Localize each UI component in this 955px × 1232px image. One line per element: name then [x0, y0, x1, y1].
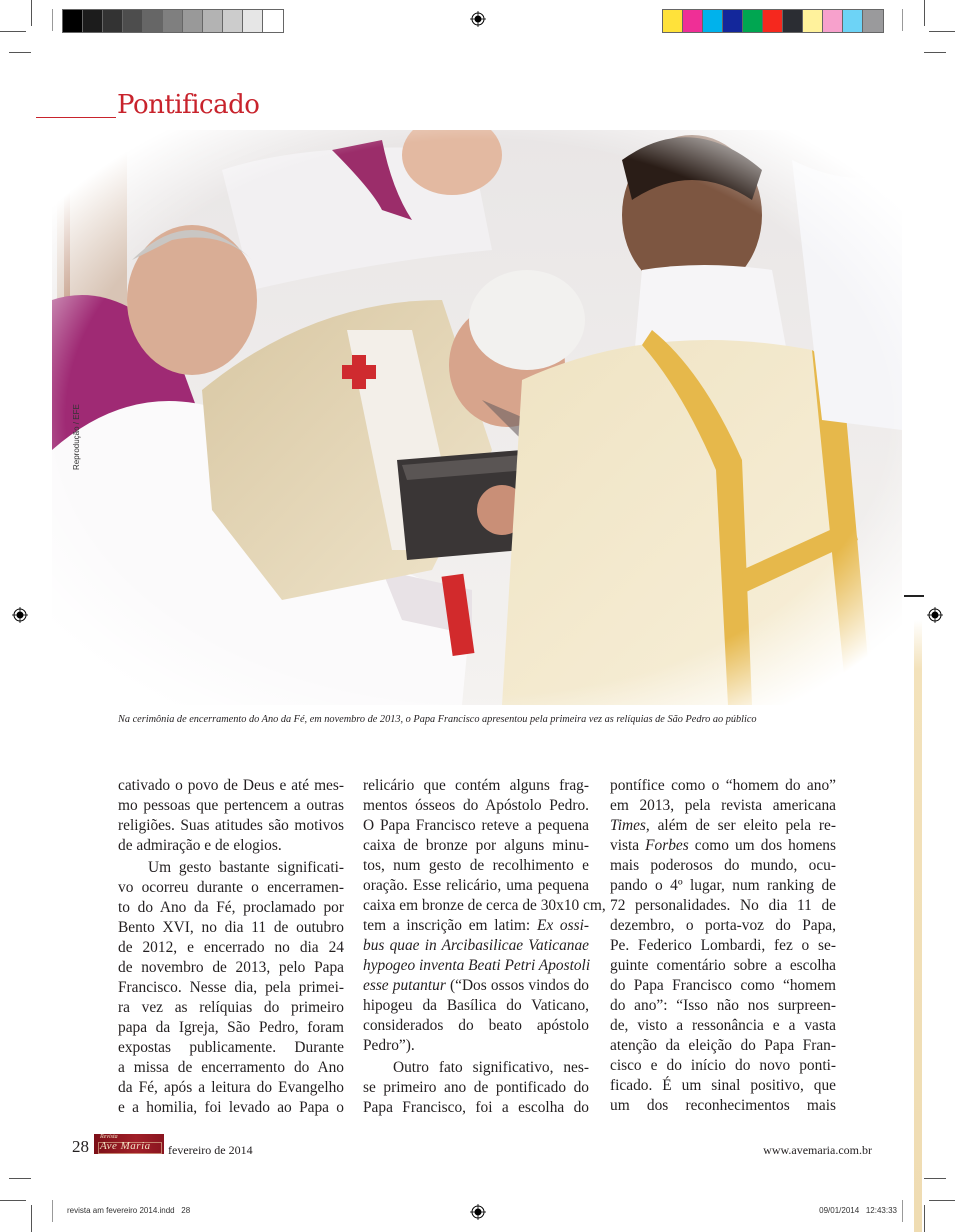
registration-mark-icon [927, 607, 943, 623]
text-line: Um gesto bastante significati- [148, 859, 344, 876]
text-line: to do Ano da Fé, proclamado por [118, 899, 344, 916]
color-swatch-bar [662, 9, 884, 33]
text-line: Bento XVI, no dia 11 de outubro [118, 919, 344, 936]
section-rule [36, 117, 116, 118]
text-line [363, 956, 589, 976]
text-line: oração. Esse relicário, uma pequena [363, 877, 589, 894]
color-swatch [263, 10, 283, 32]
text-line: de novembro de 2013, pelo Papa [118, 959, 344, 976]
article-column-3 [610, 776, 836, 1116]
text-line: hipogeu da Basílica do Vaticano, [363, 997, 589, 1014]
photo-credit: Reprodução / EFE [72, 404, 81, 470]
italic-text: Forbes [645, 837, 689, 854]
color-swatch [203, 10, 223, 32]
text-line: guinte comentário sobre a escolha [610, 957, 836, 974]
text-line: caixa em bronze de cerca de 30x10 cm, [363, 897, 606, 914]
text-line: Francisco. Nesse dia, pela primei- [118, 979, 344, 996]
logo-magazine-name: Ave Maria [100, 1140, 151, 1152]
text-line [363, 936, 589, 956]
text-line: vo ocorreu durante o encerramen- [118, 879, 344, 896]
text-line: e a homilia, foi levado ao Papa o [118, 1099, 344, 1116]
text-line: do ano”: “Isso não nos surpreen- [610, 997, 836, 1014]
italic-text: Times [610, 817, 646, 834]
bleed-strip [914, 620, 922, 1232]
italic-text: bus quae in Arcibasilicae Vaticanae [363, 937, 589, 954]
registration-mark-icon [470, 1204, 486, 1220]
italic-text: hypogeo inventa Beati Petri Apostoli [363, 957, 591, 974]
text-line: a missa de encerramento do Ano [118, 1059, 344, 1076]
color-swatch [83, 10, 103, 32]
crop-mark [902, 9, 903, 31]
text-line: esse putantur (“Dos ossos vindos do [363, 977, 589, 994]
slug-filename: revista am fevereiro 2014.indd 28 [67, 1206, 191, 1215]
crop-mark [924, 52, 946, 53]
crop-mark [929, 31, 955, 32]
text-line: Pedro”). [363, 1037, 415, 1054]
color-swatch [863, 10, 883, 32]
photo-illustration [52, 130, 902, 705]
crop-mark [0, 31, 26, 32]
magazine-logo [94, 1134, 164, 1154]
color-swatch [123, 10, 143, 32]
crop-mark [9, 52, 31, 53]
text-line: pontífice como o “homem do ano” [610, 777, 836, 794]
color-swatch [763, 10, 783, 32]
color-swatch [63, 10, 83, 32]
text-line: pando o 4º lugar, num ranking de [610, 877, 836, 894]
text-line: O Papa Francisco reteve a pequena [363, 817, 589, 834]
text-line: religiões. Suas atitudes são motivos [118, 817, 344, 834]
registration-mark-icon [470, 11, 486, 27]
crop-mark [52, 9, 53, 31]
color-swatch [143, 10, 163, 32]
color-swatch [823, 10, 843, 32]
text-line: papa da Igreja, São Pedro, foram [118, 1019, 344, 1036]
text-line: cativado o povo de Deus e até mes- [118, 777, 344, 794]
color-swatch [183, 10, 203, 32]
text-line: em 2013, pela revista americana [610, 797, 836, 814]
text-line: Pe. Federico Lombardi, fez o se- [610, 937, 836, 954]
text-line: ra vez as relíquias do primeiro [118, 999, 344, 1016]
text-line: da Fé, após a leitura do Evangelho [118, 1079, 344, 1096]
text-line: tem a inscrição em latim: Ex ossi- [363, 917, 589, 934]
color-swatch [683, 10, 703, 32]
text-line: se primeiro ano de pontificado do [363, 1079, 589, 1096]
color-swatch [663, 10, 683, 32]
crop-mark [31, 0, 32, 26]
crop-mark [904, 595, 924, 597]
slug-timestamp: 09/01/2014 12:43:33 [819, 1206, 897, 1215]
color-swatch [163, 10, 183, 32]
issue-date: fevereiro de 2014 [168, 1143, 253, 1157]
italic-text: esse putantur [363, 977, 446, 994]
logo-small-text: Revista [100, 1134, 118, 1140]
crop-mark [924, 0, 925, 26]
text-line: atenção da eleição do Papa Fran- [610, 1037, 836, 1054]
color-swatch [783, 10, 803, 32]
text-line: ficado. É um sinal positivo, que [610, 1077, 836, 1094]
text-line: de, visto a ressonância e a vasta [610, 1017, 836, 1034]
text-line: de admiração e de elogios. [118, 837, 282, 854]
page-number: 28 [72, 1137, 89, 1156]
text-line: dezembro, o porta-voz do Papa, [610, 917, 836, 934]
crop-mark [924, 1178, 946, 1179]
text-line: Papa Francisco, foi a escolha do [363, 1099, 589, 1116]
text-line: mo pessoas que pertencem a outras [118, 797, 344, 814]
color-swatch [843, 10, 863, 32]
color-swatch [723, 10, 743, 32]
text-line: de 2012, e encerrado no dia 24 [118, 939, 344, 956]
text-line: cisco e do início do novo ponti- [610, 1057, 836, 1074]
text-line: do Papa Francisco como “homem [610, 977, 836, 994]
color-swatch [243, 10, 263, 32]
crop-mark [924, 1205, 925, 1232]
photo-caption: Na cerimônia de encerramento do Ano da Fé, em novembro de 2013, o Papa Francisco apresentou pela primeira vez as relíquias de São Pedro ao público [118, 714, 757, 725]
color-swatch [103, 10, 123, 32]
color-swatch [743, 10, 763, 32]
italic-text: Ex ossi- [536, 917, 589, 934]
article-column-1 [118, 776, 344, 1118]
text-line: mentos ósseos do Apóstolo Pedro. [363, 797, 589, 814]
text-line: caixa de bronze por alguns minu- [363, 837, 589, 854]
crop-mark [902, 1200, 903, 1222]
registration-mark-icon [12, 607, 28, 623]
crop-mark [31, 1205, 32, 1232]
article-photo [52, 130, 902, 705]
crop-mark [0, 1200, 26, 1201]
text-line: um dos reconhecimentos mais [610, 1097, 836, 1114]
text-line: Outro fato significativo, nes- [393, 1059, 589, 1076]
section-title: Pontificado [117, 90, 260, 120]
text-line: considerados do beato apóstolo [363, 1017, 589, 1034]
crop-mark [929, 1200, 955, 1201]
text-line: mais poderosos do mundo, ocu- [610, 857, 836, 874]
text-line: Times, além de ser eleito pela re- [610, 817, 836, 834]
color-swatch [703, 10, 723, 32]
text-line: 72 personalidades. No dia 11 de [610, 897, 836, 914]
crop-mark [52, 1200, 53, 1222]
color-swatch [223, 10, 243, 32]
color-swatch [803, 10, 823, 32]
text-line: vista Forbes como um dos homens [610, 837, 836, 854]
text-line: tos, num gesto de recolhimento e [363, 857, 589, 874]
website-link[interactable]: www.avemaria.com.br [763, 1143, 872, 1157]
text-line: relicário que contém alguns frag- [363, 777, 589, 794]
gray-swatch-bar [62, 9, 284, 33]
text-line: expostas publicamente. Durante [118, 1039, 344, 1056]
article-column-2 [363, 776, 606, 1118]
crop-mark [9, 1178, 31, 1179]
